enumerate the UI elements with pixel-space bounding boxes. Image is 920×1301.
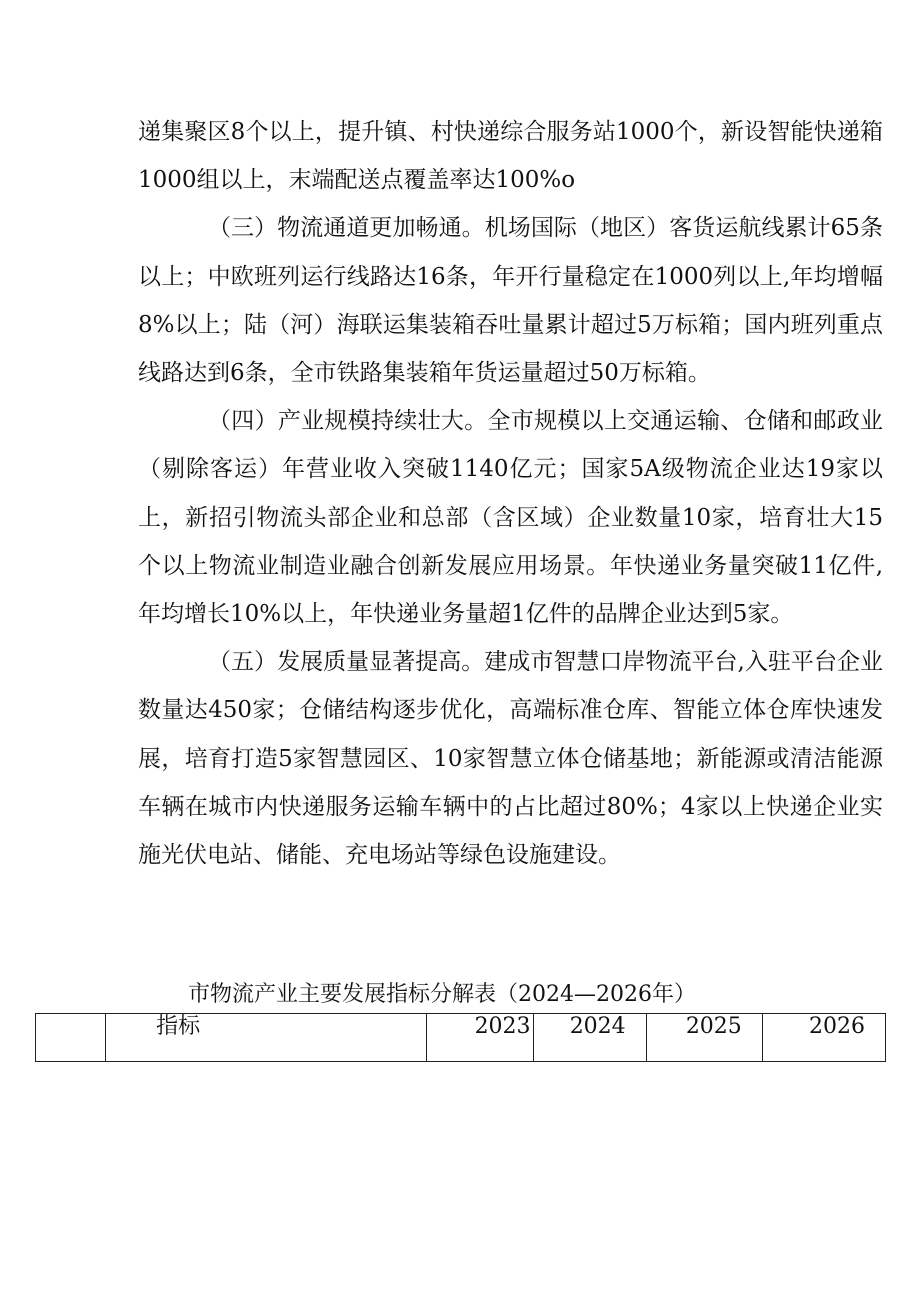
table-header-row <box>36 1014 886 1062</box>
table-caption: 市物流产业主要发展指标分解表（2024—2026年） <box>188 982 696 1007</box>
header-indicator-cell: 指标 <box>106 1014 427 1062</box>
indicator-table <box>35 1013 886 1062</box>
paragraph-express-network: 递集聚区8个以上，提升镇、村快递综合服务站1000个，新设智能快递箱1000组以上，末端配送点覆盖率达100%o <box>138 119 883 194</box>
header-blank-cell <box>36 1014 106 1062</box>
header-year-2025: 2025 <box>646 1014 762 1062</box>
header-year-2024: 2024 <box>533 1014 646 1062</box>
body-text <box>138 108 883 879</box>
header-year-2023: 2023 <box>427 1014 533 1062</box>
paragraph-logistics-channels: （三）物流通道更加畅通。机场国际（地区）客货运航线累计65条以上；中欧班列运行线路达16条，年开行量稳定在1000列以上,年均增幅8%以上；陆（河）海联运集装箱吞吐量累计超过5万标箱；国内班列重点线路达到6条，全市铁路集装箱年货运量超过50万标箱。 <box>138 215 883 387</box>
paragraph-development-quality: （五）发展质量显著提高。建成市智慧口岸物流平台,入驻平台企业数量达450家；仓储结构逐步优化，高端标准仓库、智能立体仓库快速发展，培育打造5家智慧园区、10家智慧立体仓储基地；新能源或清洁能源车辆在城市内快递服务运输车辆中的占比超过80%；4家以上快递企业实施光伏电站、储能、充电场站等绿色设施建设。 <box>138 649 883 869</box>
header-year-2026: 2026 <box>762 1014 885 1062</box>
paragraph-industry-scale: （四）产业规模持续壮大。全市规模以上交通运输、仓储和邮政业（剔除客运）年营业收入突破1140亿元；国家5A级物流企业达19家以上，新招引物流头部企业和总部（含区域）企业数量10家，培育壮大15个以上物流业制造业融合创新发展应用场景。年快递业务量突破11亿件,年均增长10%以上，年快递业务量超1亿件的品牌企业达到5家。 <box>138 408 883 628</box>
